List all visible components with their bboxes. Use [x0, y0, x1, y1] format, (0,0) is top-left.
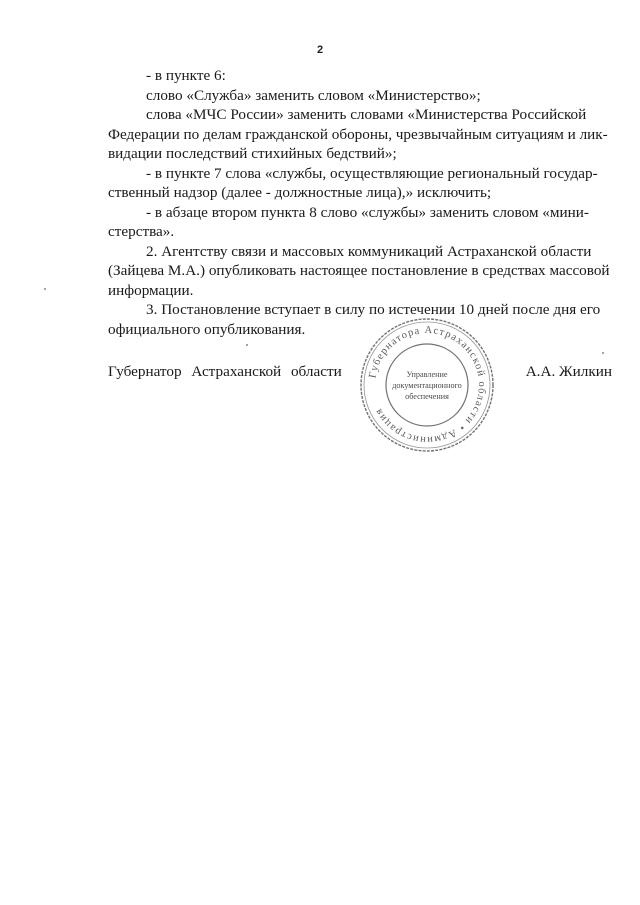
seal-ring-text: Губернатора Астраханской области • Администрация — [367, 324, 488, 446]
signatory-title: Губернатор Астраханской области — [108, 363, 342, 380]
paragraph-point-8-line1: - в абзаце втором пункта 8 слово «службы» заменить словом «мини- — [146, 203, 589, 221]
paragraph-point-7-line2: ственный надзор (далее - должностные лица),» исключить; — [108, 184, 492, 201]
document-body — [108, 66, 612, 339]
paragraph-replace-mchs-line3: видации последствий стихийных бедствий»; — [108, 145, 397, 162]
scan-speck — [44, 288, 46, 290]
paragraph-replace-service: слово «Служба» заменить словом «Министерство»; — [146, 86, 481, 104]
official-seal-stamp — [358, 316, 496, 454]
paragraph-agency-line2: (Зайцева М.А.) опубликовать настоящее постановление в средствах массовой — [108, 262, 610, 279]
paragraph-point-8-line2: стерства». — [108, 223, 175, 240]
paragraph-agency-line1: 2. Агентству связи и массовых коммуникаций Астраханской области — [146, 242, 592, 260]
paragraph-effective-line1: 3. Постановление вступает в силу по истечении 10 дней после дня его — [146, 301, 601, 318]
paragraph-point-6: - в пункте 6: — [146, 67, 226, 84]
signatory-name: А.А. Жилкин — [525, 363, 612, 380]
paragraph-replace-mchs-line2: Федерации по делам гражданской обороны, чрезвычайным ситуациям и лик- — [108, 125, 608, 143]
paragraph-point-7-line1: - в пункте 7 слова «службы, осуществляющие региональный государ- — [146, 164, 598, 182]
seal-center-line1: Управление — [406, 370, 448, 379]
seal-icon — [358, 316, 496, 454]
scan-speck — [602, 352, 604, 354]
seal-center-line3: обеспечения — [405, 392, 449, 401]
paragraph-effective-line2: официального опубликования. — [108, 320, 306, 338]
page-number: 2 — [316, 44, 324, 56]
paragraph-replace-mchs-line1: слова «МЧС России» заменить словами «Министерства Российской — [146, 106, 587, 123]
paragraph-agency-line3: информации. — [108, 281, 194, 299]
seal-center-line2: документационного — [392, 381, 462, 390]
scan-speck — [246, 344, 248, 346]
